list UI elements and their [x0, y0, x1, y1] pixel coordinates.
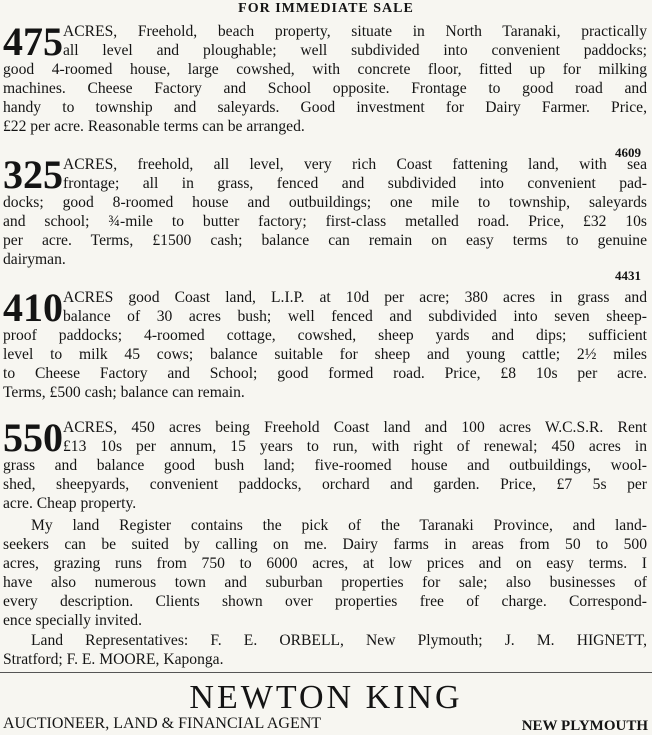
agent-title: AUCTIONEER, LAND & FINANCIAL AGENT [3, 715, 322, 732]
listing-line: frontage; all in grass, fenced and subdivided into convenient pad- [63, 175, 647, 192]
closing-line: every description. Clients shown over properties free of charge. Correspond- [3, 593, 647, 610]
listing-line: handy to township and saleyards. Good investment for Dairy Farmer. Price, [3, 99, 647, 116]
listing-550 [3, 415, 647, 513]
town-name: NEW PLYMOUTH [521, 718, 648, 734]
listing-410 [3, 285, 647, 402]
closing-paragraph [3, 516, 647, 630]
listing-line: ACRES, 450 acres being Freehold Coast land and 100 acres W.C.S.R. Rent [63, 419, 647, 436]
listing-line: and school; ¾-mile to butter factory; first-class metalled road. Price, £32 10s [3, 213, 647, 230]
listing-line: £22 per acre. Reasonable terms can be arranged. [3, 118, 305, 135]
representatives [3, 631, 647, 669]
divider [0, 672, 652, 673]
listing-line: per acre. Terms, £1500 cash; balance can remain on easy terms to genuine [3, 232, 647, 249]
closing-line: acres, grazing runs from 750 to 6000 acres, at low prices and on easy terms. I [3, 555, 647, 572]
listing-line: ACRES, Freehold, beach property, situate in North Taranaki, practically [63, 23, 647, 40]
listing-line: shed, sheepyards, convenient paddocks, orchard and garden. Price, £7 5s per [3, 476, 647, 493]
listing-line: ACRES, freehold, all level, very rich Coast fattening land, with sea [63, 156, 647, 173]
listing-475 [3, 19, 647, 160]
acres-number: 550 [3, 415, 63, 460]
listing-line: grass and balance good bush land; five-roomed house and outbuildings, wool- [3, 457, 647, 474]
representatives-line: Stratford; F. E. MOORE, Kaponga. [3, 651, 224, 668]
listing-line: £13 10s per annum, 15 years to run, with right of renewal; 450 acres in [63, 438, 647, 455]
listing-line: acre. Cheap property. [3, 495, 137, 512]
listing-line: level to milk 45 cows; balance suitable for sheep and young cattle; 2½ miles [3, 346, 647, 363]
acres-number: 325 [3, 152, 63, 197]
listing-line: docks; good 8-roomed house and outbuildings; one mile to township, saleyards [3, 194, 647, 211]
closing-line: ence specially invited. [3, 612, 142, 629]
listing-line: all level and ploughable; well subdivided into convenient paddocks; [63, 42, 647, 59]
representatives-line: Land Representatives: F. E. ORBELL, New Plymouth; J. M. HIGNETT, [31, 632, 647, 649]
closing-line: seekers can be suited by calling on me. Dairy farms in areas from 50 to 500 [3, 536, 647, 553]
listing-line: dairyman. [3, 251, 66, 268]
listing-line: to Cheese Factory and School; good formed road. Price, £8 10s per acre. [3, 365, 647, 382]
acres-number: 410 [3, 285, 63, 330]
listing-line: balance of 30 acres bush; well fenced and subdivided into seven sheep- [63, 308, 647, 325]
reference-number: 4609 [615, 145, 641, 160]
listing-line: good 4-roomed house, large cowshed, with concrete floor, fitted up for milking [3, 61, 647, 78]
ad-heading: FOR IMMEDIATE SALE [238, 1, 414, 16]
listing-line: proof paddocks; 4-roomed cottage, cowshed, sheep yards and dips; sufficient [3, 327, 647, 344]
listing-line: Terms, £500 cash; balance can remain. [3, 384, 245, 401]
closing-line: have also numerous town and suburban properties for sale; also businesses of [3, 574, 647, 591]
firm-name: NEWTON KING [189, 679, 463, 716]
reference-number: 4431 [615, 268, 641, 283]
acres-number: 475 [3, 19, 63, 64]
closing-line: My land Register contains the pick of the Taranaki Province, and land- [31, 517, 647, 534]
listing-line: ACRES good Coast land, L.I.P. at 10d per acre; 380 acres in grass and [63, 289, 647, 306]
listing-line: machines. Cheese Factory and School opposite. Frontage to good road and [3, 80, 647, 97]
